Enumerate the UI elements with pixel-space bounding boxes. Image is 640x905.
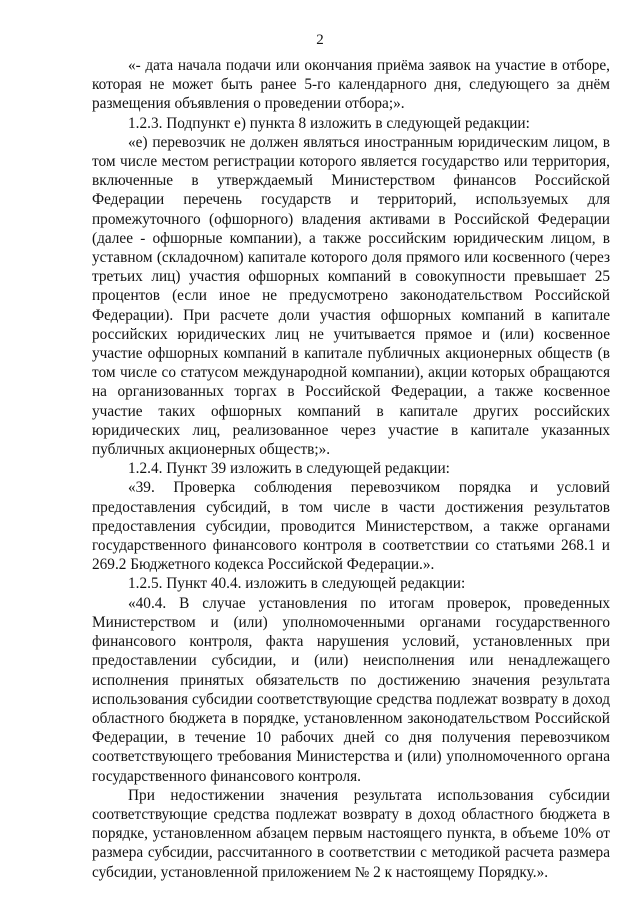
document-body: [92, 56, 610, 882]
page-number: 2: [316, 32, 324, 48]
paragraph-item-1-2-4-heading: 1.2.4. Пункт 39 изложить в следующей редакции:: [128, 460, 450, 478]
paragraph-subitem-e-text: «е) перевозчик не должен являться иностранным юридическим лицом, в том числе местом регистрации которого является государство или территория, включенные в утверждаемый Министерством финансов Российской Федерации перечень государств и территорий, используемых для промежуточного (офшорного) владения активами в Российской Федерации (далее - офшорные компании), а также российским юридическим лицом, в уставном (складочном) капитале которого доля прямого или косвенного (через третьих лиц) участия офшорных компаний в совокупности превышает 25 процентов (если иное не предусмотрено законодательством Российской Федерации). При расчете доли участия офшорных компаний в капитале российских юридических лиц не учитывается прямое и (или) косвенное участие офшорных компаний в капитале публичных акционерных обществ (в том числе со статусом международной компании), акции которых обращаются на организованных торгах в Российской Федерации, а также косвенное участие таких офшорных компаний в капитале других российских юридических лиц, реализованное через участие в капитале указанных публичных акционерных обществ;».: [92, 133, 610, 459]
paragraph-item-1-2-5-heading: 1.2.5. Пункт 40.4. изложить в следующей редакции:: [128, 575, 466, 593]
paragraph-point-39-text: «39. Проверка соблюдения перевозчиком порядка и условий предоставления субсидий, в том числе в части достижения результатов предоставления субсидии, проводится Министерством, а также органами государственного финансового контроля в соответствии со статьями 268.1 и 269.2 Бюджетного кодекса Российской Федерации.».: [92, 479, 610, 574]
paragraph-point-40-4-text: «40.4. В случае установления по итогам проверок, проведенных Министерством и (или) уполномоченными органами государственного финансового контроля, факта нарушения условий, установленных при предоставлении субсидии, и (или) неисполнения или ненадлежащего исполнения принятых обязательств по достижению значения результата использования субсидии соответствующие средства подлежат возврату в доход областного бюджета в порядке, установленном законодательством Российской Федерации, в течение 10 рабочих дней со дня получения перевозчиком соответствующего требования Министерства и (или) уполномоченного органа государственного финансового контроля.: [92, 594, 610, 785]
paragraph-date-clause: «- дата начала подачи или окончания приёма заявок на участие в отборе, которая не может быть ранее 5-го календарного дня, следующего за днём размещения объявления о проведении отбора;».: [92, 57, 610, 113]
paragraph-non-achievement-text: При недостижении значения результата использования субсидии соответствующие средства подлежат возврату в доход областного бюджета в порядке, установленном абзацем первым настоящего пункта, в объеме 10% от размера субсидии, рассчитанного в соответствии с методикой расчета размера субсидии, установленной приложением № 2 к настоящему Порядку.».: [92, 786, 610, 881]
paragraph-item-1-2-3-heading: 1.2.3. Подпункт е) пункта 8 изложить в следующей редакции:: [128, 114, 530, 132]
